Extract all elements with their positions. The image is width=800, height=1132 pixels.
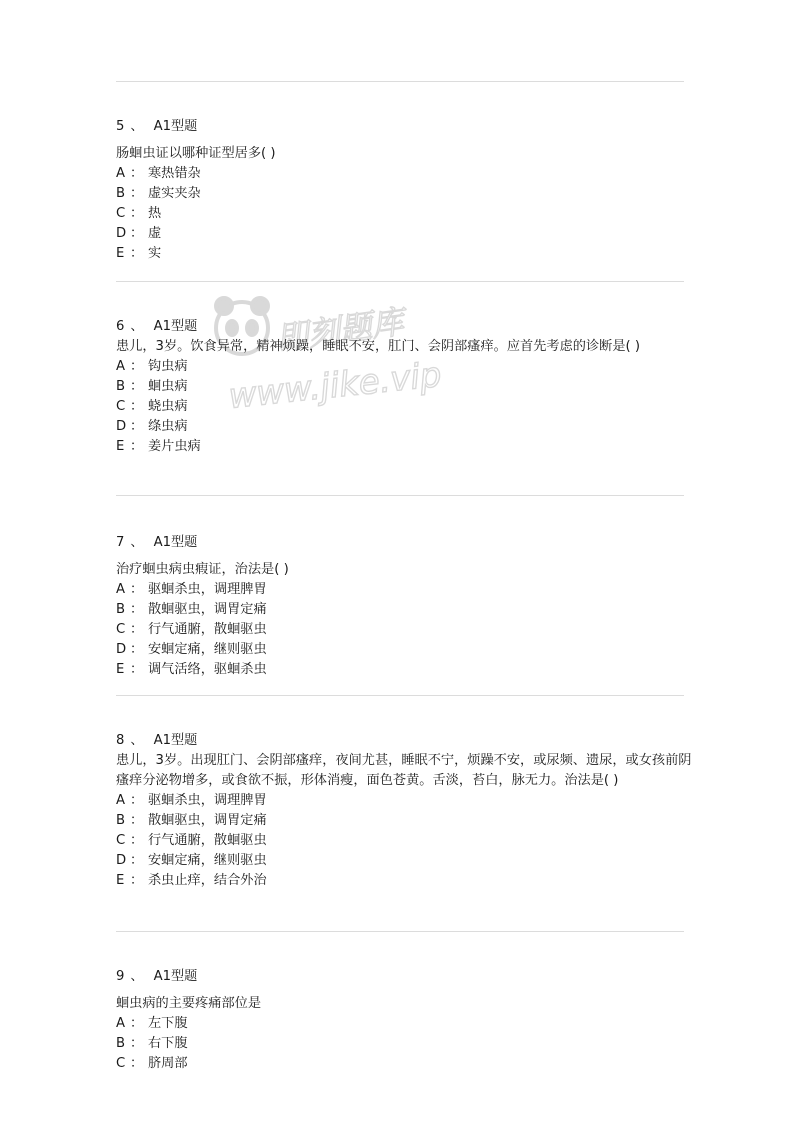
option-colon: ： (130, 793, 144, 808)
question-separator: 、 (130, 969, 144, 984)
option-letter: E (116, 662, 125, 677)
question-type: A1型题 (153, 969, 198, 984)
option-c (116, 1054, 692, 1074)
option-colon: ： (130, 582, 144, 597)
option-letter: D (116, 226, 127, 241)
option-b (116, 377, 692, 397)
question-separator: 、 (130, 733, 144, 748)
question-8 (116, 731, 692, 891)
question-separator: 、 (130, 319, 144, 334)
option-text: 驱蛔杀虫，调理脾胃 (148, 793, 267, 808)
option-letter: B (116, 379, 126, 394)
option-letter: E (116, 246, 125, 261)
option-letter: D (116, 853, 127, 868)
option-colon: ： (130, 662, 144, 677)
option-letter: B (116, 813, 126, 828)
option-letter: B (116, 186, 126, 201)
option-text: 行气通腑，散蛔驱虫 (148, 622, 267, 637)
option-a (116, 791, 692, 811)
option-letter: D (116, 419, 127, 434)
option-c (116, 831, 692, 851)
option-text: 安蛔定痛，继则驱虫 (148, 642, 267, 657)
option-letter: B (116, 602, 126, 617)
option-a (116, 580, 692, 600)
option-text: 散蛔驱虫，调胃定痛 (148, 602, 267, 617)
option-text: 实 (148, 246, 162, 261)
option-colon: ： (130, 166, 144, 181)
option-letter: C (116, 206, 126, 221)
option-letter: C (116, 833, 126, 848)
question-stem: 患儿，3岁。饮食异常，精神烦躁，睡眠不安，肛门、会阴部瘙痒。应首先考虑的诊断是( ) (116, 339, 640, 354)
option-letter: A (116, 793, 126, 808)
option-colon: ： (130, 186, 144, 201)
divider (116, 695, 684, 696)
option-colon: ： (130, 399, 144, 414)
option-d (116, 224, 692, 244)
option-letter: C (116, 1056, 126, 1071)
option-b (116, 600, 692, 620)
question-5 (116, 117, 692, 264)
option-e (116, 660, 692, 680)
option-text: 杀虫止痒，结合外治 (148, 873, 267, 888)
question-number: 7 (116, 535, 125, 550)
option-letter: E (116, 873, 125, 888)
option-c (116, 620, 692, 640)
option-colon: ： (130, 359, 144, 374)
question-9 (116, 967, 692, 1074)
option-text: 驱蛔杀虫，调理脾胃 (148, 582, 267, 597)
option-c (116, 397, 692, 417)
question-header (116, 967, 692, 987)
question-stem: 患儿，3岁。出现肛门、会阴部瘙痒，夜间尤甚，睡眠不宁，烦躁不安，或尿频、遗尿，或女孩前阴瘙痒分泌物增多，或食欲不振，形体消瘦，面色苍黄。舌淡，苔白，脉无力。治法是( ) (116, 753, 692, 788)
option-d (116, 417, 692, 437)
question-header (116, 533, 692, 553)
option-text: 钩虫病 (148, 359, 188, 374)
option-b (116, 1034, 692, 1054)
question-stem: 蛔虫病的主要疼痛部位是 (116, 996, 262, 1011)
question-separator: 、 (130, 119, 144, 134)
option-text: 热 (148, 206, 162, 221)
question-separator: 、 (130, 535, 144, 550)
option-text: 寒热错杂 (148, 166, 201, 181)
option-colon: ： (130, 226, 144, 241)
option-colon: ： (130, 1056, 144, 1071)
option-text: 行气通腑，散蛔驱虫 (148, 833, 267, 848)
option-a (116, 357, 692, 377)
option-colon: ： (130, 1036, 144, 1051)
option-e (116, 437, 692, 457)
option-colon: ： (130, 439, 144, 454)
question-type: A1型题 (153, 733, 198, 748)
option-letter: E (116, 439, 125, 454)
option-text: 右下腹 (148, 1036, 188, 1051)
option-colon: ： (130, 622, 144, 637)
option-letter: B (116, 1036, 126, 1051)
option-colon: ： (130, 246, 144, 261)
option-text: 左下腹 (148, 1016, 188, 1031)
divider (116, 81, 684, 82)
option-text: 虚 (148, 226, 162, 241)
question-header (116, 731, 692, 751)
option-letter: A (116, 582, 126, 597)
question-header (116, 317, 692, 337)
option-colon: ： (130, 813, 144, 828)
question-number: 9 (116, 969, 125, 984)
watermark-url: www.jike.vip (226, 354, 444, 417)
option-text: 蛲虫病 (148, 399, 188, 414)
option-letter: D (116, 642, 127, 657)
option-colon: ： (130, 419, 144, 434)
option-b (116, 184, 692, 204)
question-number: 5 (116, 119, 125, 134)
option-e (116, 244, 692, 264)
question-type: A1型题 (153, 119, 198, 134)
option-colon: ： (130, 853, 144, 868)
question-number: 6 (116, 319, 125, 334)
option-text: 安蛔定痛，继则驱虫 (148, 853, 267, 868)
option-letter: A (116, 359, 126, 374)
option-colon: ： (130, 206, 144, 221)
question-stem: 治疗蛔虫病虫瘕证，治法是( ) (116, 562, 289, 577)
option-text: 脐周部 (148, 1056, 188, 1071)
option-text: 虚实夹杂 (148, 186, 201, 201)
option-letter: C (116, 622, 126, 637)
option-colon: ： (130, 602, 144, 617)
option-d (116, 640, 692, 660)
option-b (116, 811, 692, 831)
option-a (116, 164, 692, 184)
question-header (116, 117, 692, 137)
divider (116, 931, 684, 932)
divider (116, 281, 684, 282)
option-a (116, 1014, 692, 1034)
option-c (116, 204, 692, 224)
option-text: 姜片虫病 (148, 439, 201, 454)
option-e (116, 871, 692, 891)
watermark-brand: 即刻题库 (273, 302, 406, 358)
question-stem: 肠蛔虫证以哪种证型居多( ) (116, 146, 276, 161)
option-colon: ： (130, 873, 144, 888)
option-colon: ： (130, 1016, 144, 1031)
question-type: A1型题 (153, 319, 198, 334)
option-d (116, 851, 692, 871)
option-colon: ： (130, 379, 144, 394)
option-letter: A (116, 166, 126, 181)
question-number: 8 (116, 733, 125, 748)
option-text: 调气活络，驱蛔杀虫 (148, 662, 267, 677)
option-colon: ： (130, 642, 144, 657)
question-7 (116, 533, 692, 680)
option-letter: C (116, 399, 126, 414)
question-6 (116, 317, 692, 457)
option-colon: ： (130, 833, 144, 848)
option-text: 散蛔驱虫，调胃定痛 (148, 813, 267, 828)
option-letter: A (116, 1016, 126, 1031)
question-type: A1型题 (153, 535, 198, 550)
divider (116, 495, 684, 496)
option-text: 绦虫病 (148, 419, 188, 434)
option-text: 蛔虫病 (148, 379, 188, 394)
